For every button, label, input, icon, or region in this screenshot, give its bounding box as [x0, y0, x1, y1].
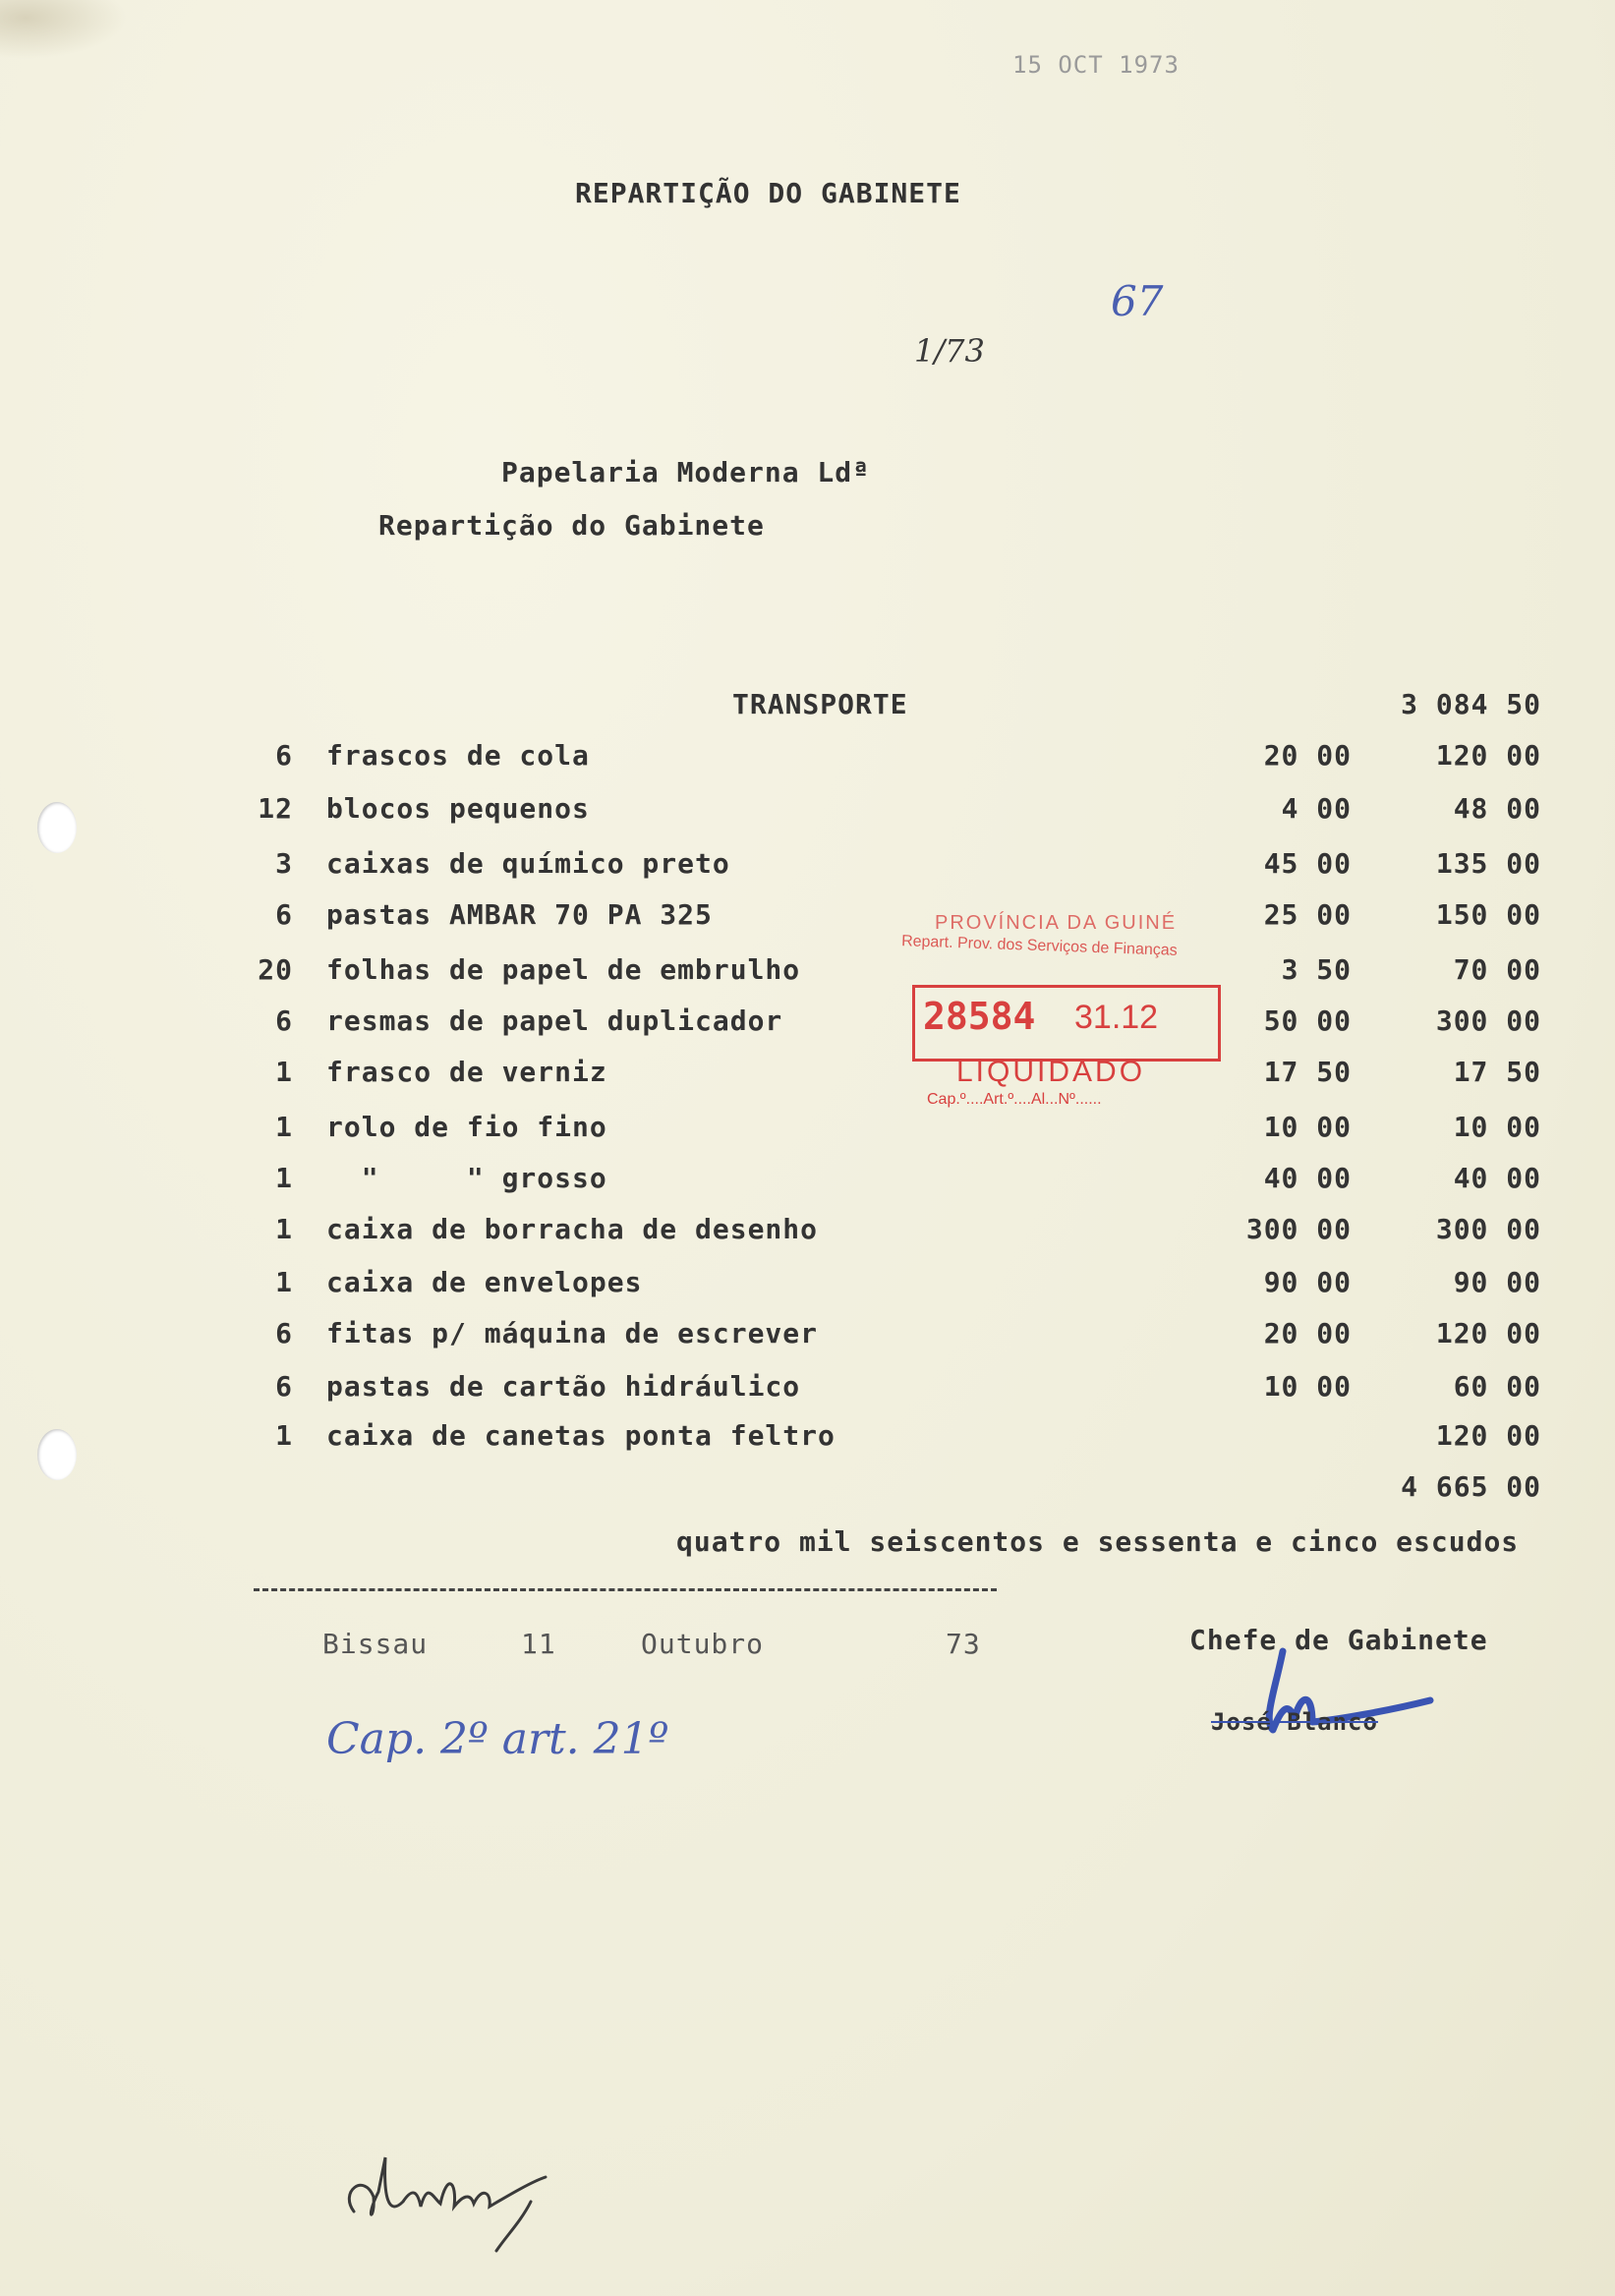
- item-unit-price: 45 00: [1263, 847, 1352, 880]
- line-item: [0, 847, 1615, 887]
- item-quantity: 1: [275, 1056, 293, 1088]
- department-name: Repartição do Gabinete: [378, 509, 765, 542]
- corner-stain: [0, 0, 128, 59]
- item-description: frasco de verniz: [326, 1056, 607, 1088]
- line-item: [0, 1111, 1615, 1150]
- item-quantity: 1: [275, 1419, 293, 1452]
- stamp-date: 31.12: [1074, 999, 1159, 1036]
- item-total: 150 00: [1435, 898, 1541, 931]
- item-quantity: 6: [275, 898, 293, 931]
- handwritten-budget-note: Cap. 2º art. 21º: [326, 1714, 669, 1764]
- item-description: pastas AMBAR 70 PA 325: [326, 898, 713, 931]
- grand-total: 4 665 00: [1401, 1470, 1541, 1503]
- item-unit-price: 20 00: [1263, 1317, 1352, 1349]
- line-item: [0, 792, 1615, 832]
- item-total: 10 00: [1453, 1111, 1541, 1143]
- item-unit-price: 17 50: [1263, 1056, 1352, 1088]
- footer-year: 73: [946, 1628, 981, 1660]
- item-description: fitas p/ máquina de escrever: [326, 1317, 819, 1349]
- item-quantity: 12: [258, 792, 293, 825]
- item-total: 60 00: [1453, 1370, 1541, 1403]
- item-unit-price: 3 50: [1281, 953, 1352, 986]
- line-item: [0, 1213, 1615, 1252]
- item-total: 120 00: [1435, 739, 1541, 772]
- item-quantity: 1: [275, 1111, 293, 1143]
- item-description: blocos pequenos: [326, 792, 590, 825]
- supplier-name: Papelaria Moderna Ldª: [501, 456, 871, 488]
- item-unit-price: 300 00: [1245, 1213, 1352, 1245]
- item-description: caixa de envelopes: [326, 1266, 643, 1298]
- item-description: rolo de fio fino: [326, 1111, 607, 1143]
- item-description: caixa de canetas ponta feltro: [326, 1419, 836, 1452]
- signature: [1165, 1632, 1460, 1759]
- item-total: 120 00: [1435, 1317, 1541, 1349]
- signer-name: José Blanco: [1211, 1708, 1378, 1736]
- item-unit-price: 40 00: [1263, 1162, 1352, 1194]
- item-total: 300 00: [1435, 1213, 1541, 1245]
- signer-role: Chefe de Gabinete: [1189, 1624, 1488, 1656]
- line-item: [0, 1266, 1615, 1305]
- item-total: 48 00: [1453, 792, 1541, 825]
- item-quantity: 1: [275, 1162, 293, 1194]
- separator-line: [254, 1588, 997, 1591]
- item-quantity: 20: [258, 953, 293, 986]
- item-total: 90 00: [1453, 1266, 1541, 1298]
- item-unit-price: 20 00: [1263, 739, 1352, 772]
- item-total: 300 00: [1435, 1004, 1541, 1037]
- item-description: " " grosso: [326, 1162, 607, 1194]
- item-description: frascos de cola: [326, 739, 590, 772]
- line-item: [0, 953, 1615, 993]
- item-total: 120 00: [1435, 1419, 1541, 1452]
- item-quantity: 1: [275, 1213, 293, 1245]
- item-total: 40 00: [1453, 1162, 1541, 1194]
- line-item: [0, 898, 1615, 938]
- stamp-fields: Cap.º....Art.º....Al...Nº......: [927, 1091, 1102, 1108]
- item-unit-price: 10 00: [1263, 1370, 1352, 1403]
- total-in-words: quatro mil seiscentos e sessenta e cinco escudos: [676, 1525, 1520, 1558]
- item-total: 17 50: [1453, 1056, 1541, 1088]
- line-item: [0, 739, 1615, 778]
- item-quantity: 6: [275, 1370, 293, 1403]
- item-quantity: 6: [275, 739, 293, 772]
- stamp-department: Repart. Prov. dos Serviços de Finanças: [900, 933, 1178, 959]
- item-description: resmas de papel duplicador: [326, 1004, 783, 1037]
- item-description: folhas de papel de embrulho: [326, 953, 801, 986]
- item-unit-price: 10 00: [1263, 1111, 1352, 1143]
- pencil-annotation: [334, 2143, 590, 2261]
- line-item: [0, 1004, 1615, 1044]
- department-header: REPARTIÇÃO DO GABINETE: [575, 177, 961, 209]
- line-item: [0, 1056, 1615, 1095]
- item-total: 70 00: [1453, 953, 1541, 986]
- item-description: caixas de químico preto: [326, 847, 730, 880]
- finance-stamp: [878, 904, 1251, 1120]
- stamp-number: 28584: [923, 995, 1036, 1038]
- line-item: [0, 1370, 1615, 1409]
- folio-number: 67: [1111, 277, 1164, 325]
- item-quantity: 3: [275, 847, 293, 880]
- item-quantity: 6: [275, 1317, 293, 1349]
- item-quantity: 6: [275, 1004, 293, 1037]
- stamp-province: PROVÍNCIA DA GUINÉ: [935, 912, 1178, 934]
- line-item: [0, 1419, 1615, 1459]
- item-unit-price: 4 00: [1281, 792, 1352, 825]
- line-item: [0, 1162, 1615, 1201]
- item-total: 135 00: [1435, 847, 1541, 880]
- item-quantity: 1: [275, 1266, 293, 1298]
- received-date-stamp: 15 OCT 1973: [1012, 51, 1180, 79]
- item-unit-price: 90 00: [1263, 1266, 1352, 1298]
- transport-label: TRANSPORTE: [732, 688, 908, 720]
- footer-place: Bissau: [322, 1628, 429, 1660]
- item-description: pastas de cartão hidráulico: [326, 1370, 801, 1403]
- item-description: caixa de borracha de desenho: [326, 1213, 819, 1245]
- item-unit-price: 25 00: [1263, 898, 1352, 931]
- footer-day: 11: [521, 1628, 556, 1660]
- invoice-reference: 1/73: [914, 332, 985, 370]
- stamp-status: LIQUIDADO: [956, 1056, 1146, 1088]
- footer-month: Outubro: [641, 1628, 765, 1660]
- item-unit-price: 50 00: [1263, 1004, 1352, 1037]
- transport-total: 3 084 50: [1401, 688, 1541, 720]
- line-item: [0, 1317, 1615, 1356]
